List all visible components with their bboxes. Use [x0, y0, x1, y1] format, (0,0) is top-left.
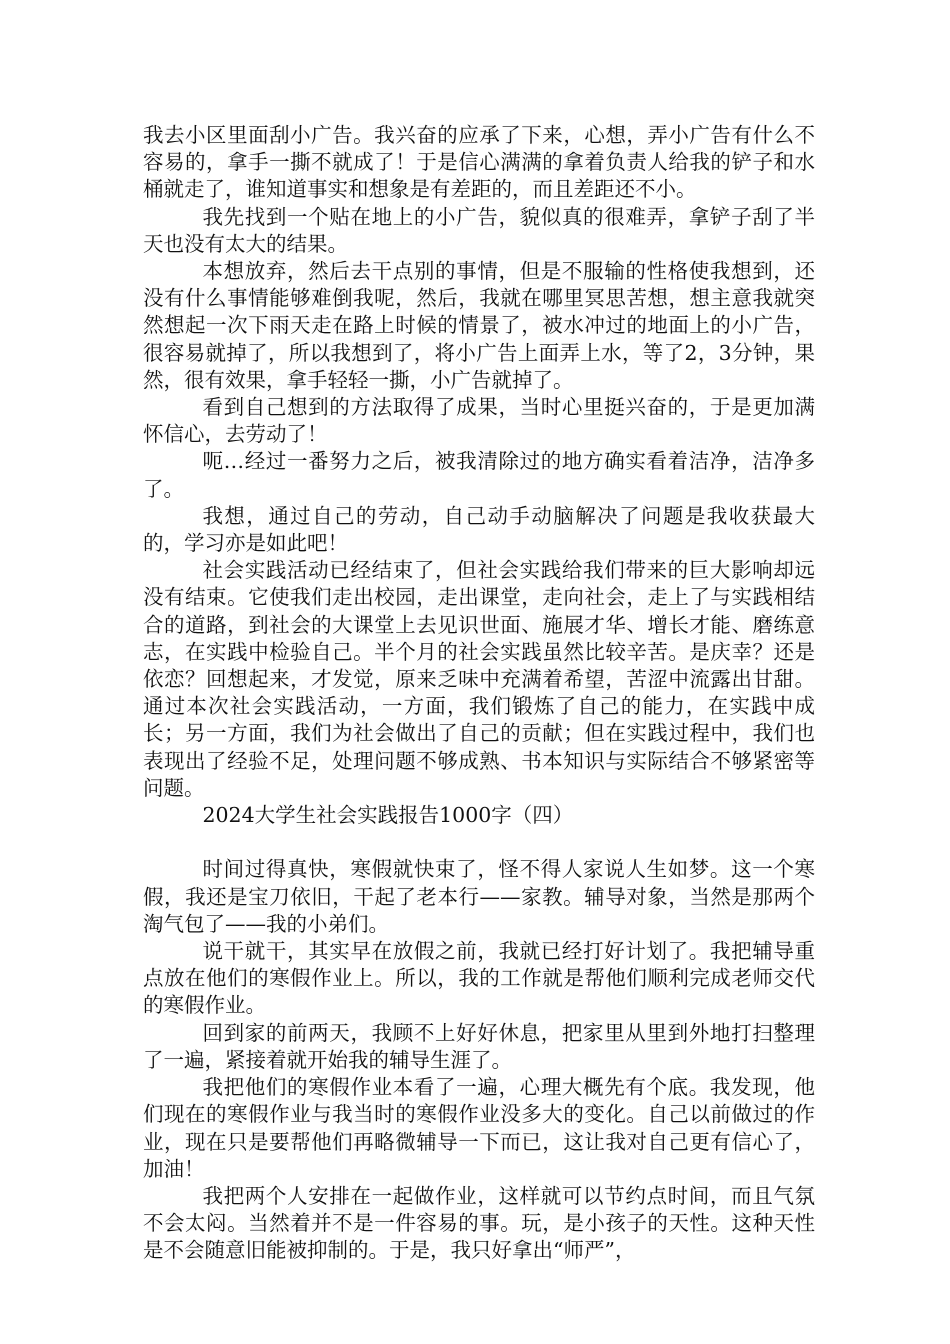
paragraph: 回到家的前两天，我顾不上好好休息，把家里从里到外地打扫整理了一遍，紧接着就开始我的辅导生涯了。: [143, 1020, 815, 1072]
document-body: [143, 122, 815, 1265]
paragraph: 我想，通过自己的劳动，自己动手动脑解决了问题是我收获最大的，学习亦是如此吧！: [143, 503, 815, 556]
paragraph: 我把两个人安排在一起做作业，这样就可以节约点时间，而且气氛不会太闷。当然着并不是一件容易的事。玩，是小孩子的天性。这种天性是不会随意旧能被抑制的。于是，我只好拿出“师严”，: [143, 1183, 815, 1263]
paragraph: 时间过得真快，寒假就快束了，怪不得人家说人生如梦。这一个寒假，我还是宝刀依旧，干起了老本行——家教。辅导对象，当然是那两个淘气包了——我的小弟们。: [143, 857, 815, 936]
paragraph: 本想放弃，然后去干点别的事情，但是不服输的性格使我想到，还没有什么事情能够难倒我呢，然后，我就在哪里冥思苦想，想主意我就突然想起一次下雨天走在路上时候的情景了，被水冲过的地面上的小广告，很容易就掉了，所以我想到了，将小广告上面弄上水，等了2，3分钟，果然，很有效果，拿手轻轻一撕，小广告就掉了。: [143, 259, 815, 392]
paragraph: 说干就干，其实早在放假之前，我就已经打好计划了。我把辅导重点放在他们的寒假作业上。所以，我的工作就是帮他们顺利完成老师交代的寒假作业。: [143, 939, 815, 1018]
paragraph: 社会实践活动已经结束了，但社会实践给我们带来的巨大影响却远没有结束。它使我们走出校园，走出课堂，走向社会，走上了与实践相结合的道路，到社会的大课堂上去见识世面、施展才华、增长才能、磨练意志，在实践中检验自己。半个月的社会实践虽然比较辛苦。是庆幸？还是依恋？回想起来，才发觉，原来乏味中充满着希望，苦涩中流露出甘甜。通过本次社会实践活动，一方面，我们锻炼了自己的能力，在实践中成长；另一方面，我们为社会做出了自己的贡献；但在实践过程中，我们也表现出了经验不足，处理问题不够成熟、书本知识与实际结合不够紧密等问题。: [143, 558, 815, 800]
section-heading: 2024大学生社会实践报告1000字（四）: [202, 803, 574, 828]
paragraph-continuation: 我去小区里面刮小广告。我兴奋的应承了下来，心想，弄小广告有什么不容易的，拿手一撕不就成了！于是信心满满的拿着负责人给我的铲子和水桶就走了，谁知道事实和想象是有差距的，而且差距还不小。: [143, 123, 815, 202]
paragraph: 我把他们的寒假作业本看了一遍，心理大概先有个底。我发现，他们现在的寒假作业与我当时的寒假作业没多大的变化。自己以前做过的作业，现在只是要帮他们再略微辅导一下而已，这让我对自己更有信心了，加油！: [143, 1075, 815, 1181]
paragraph: 我先找到一个贴在地上的小广告，貌似真的很难弄，拿铲子刮了半天也没有太大的结果。: [143, 204, 815, 256]
paragraph: 呃…经过一番努力之后，被我清除过的地方确实看着洁净，洁净多了。: [143, 449, 815, 501]
paragraph: 看到自己想到的方法取得了成果，当时心里挺兴奋的，于是更加满怀信心，去劳动了！: [143, 395, 815, 447]
